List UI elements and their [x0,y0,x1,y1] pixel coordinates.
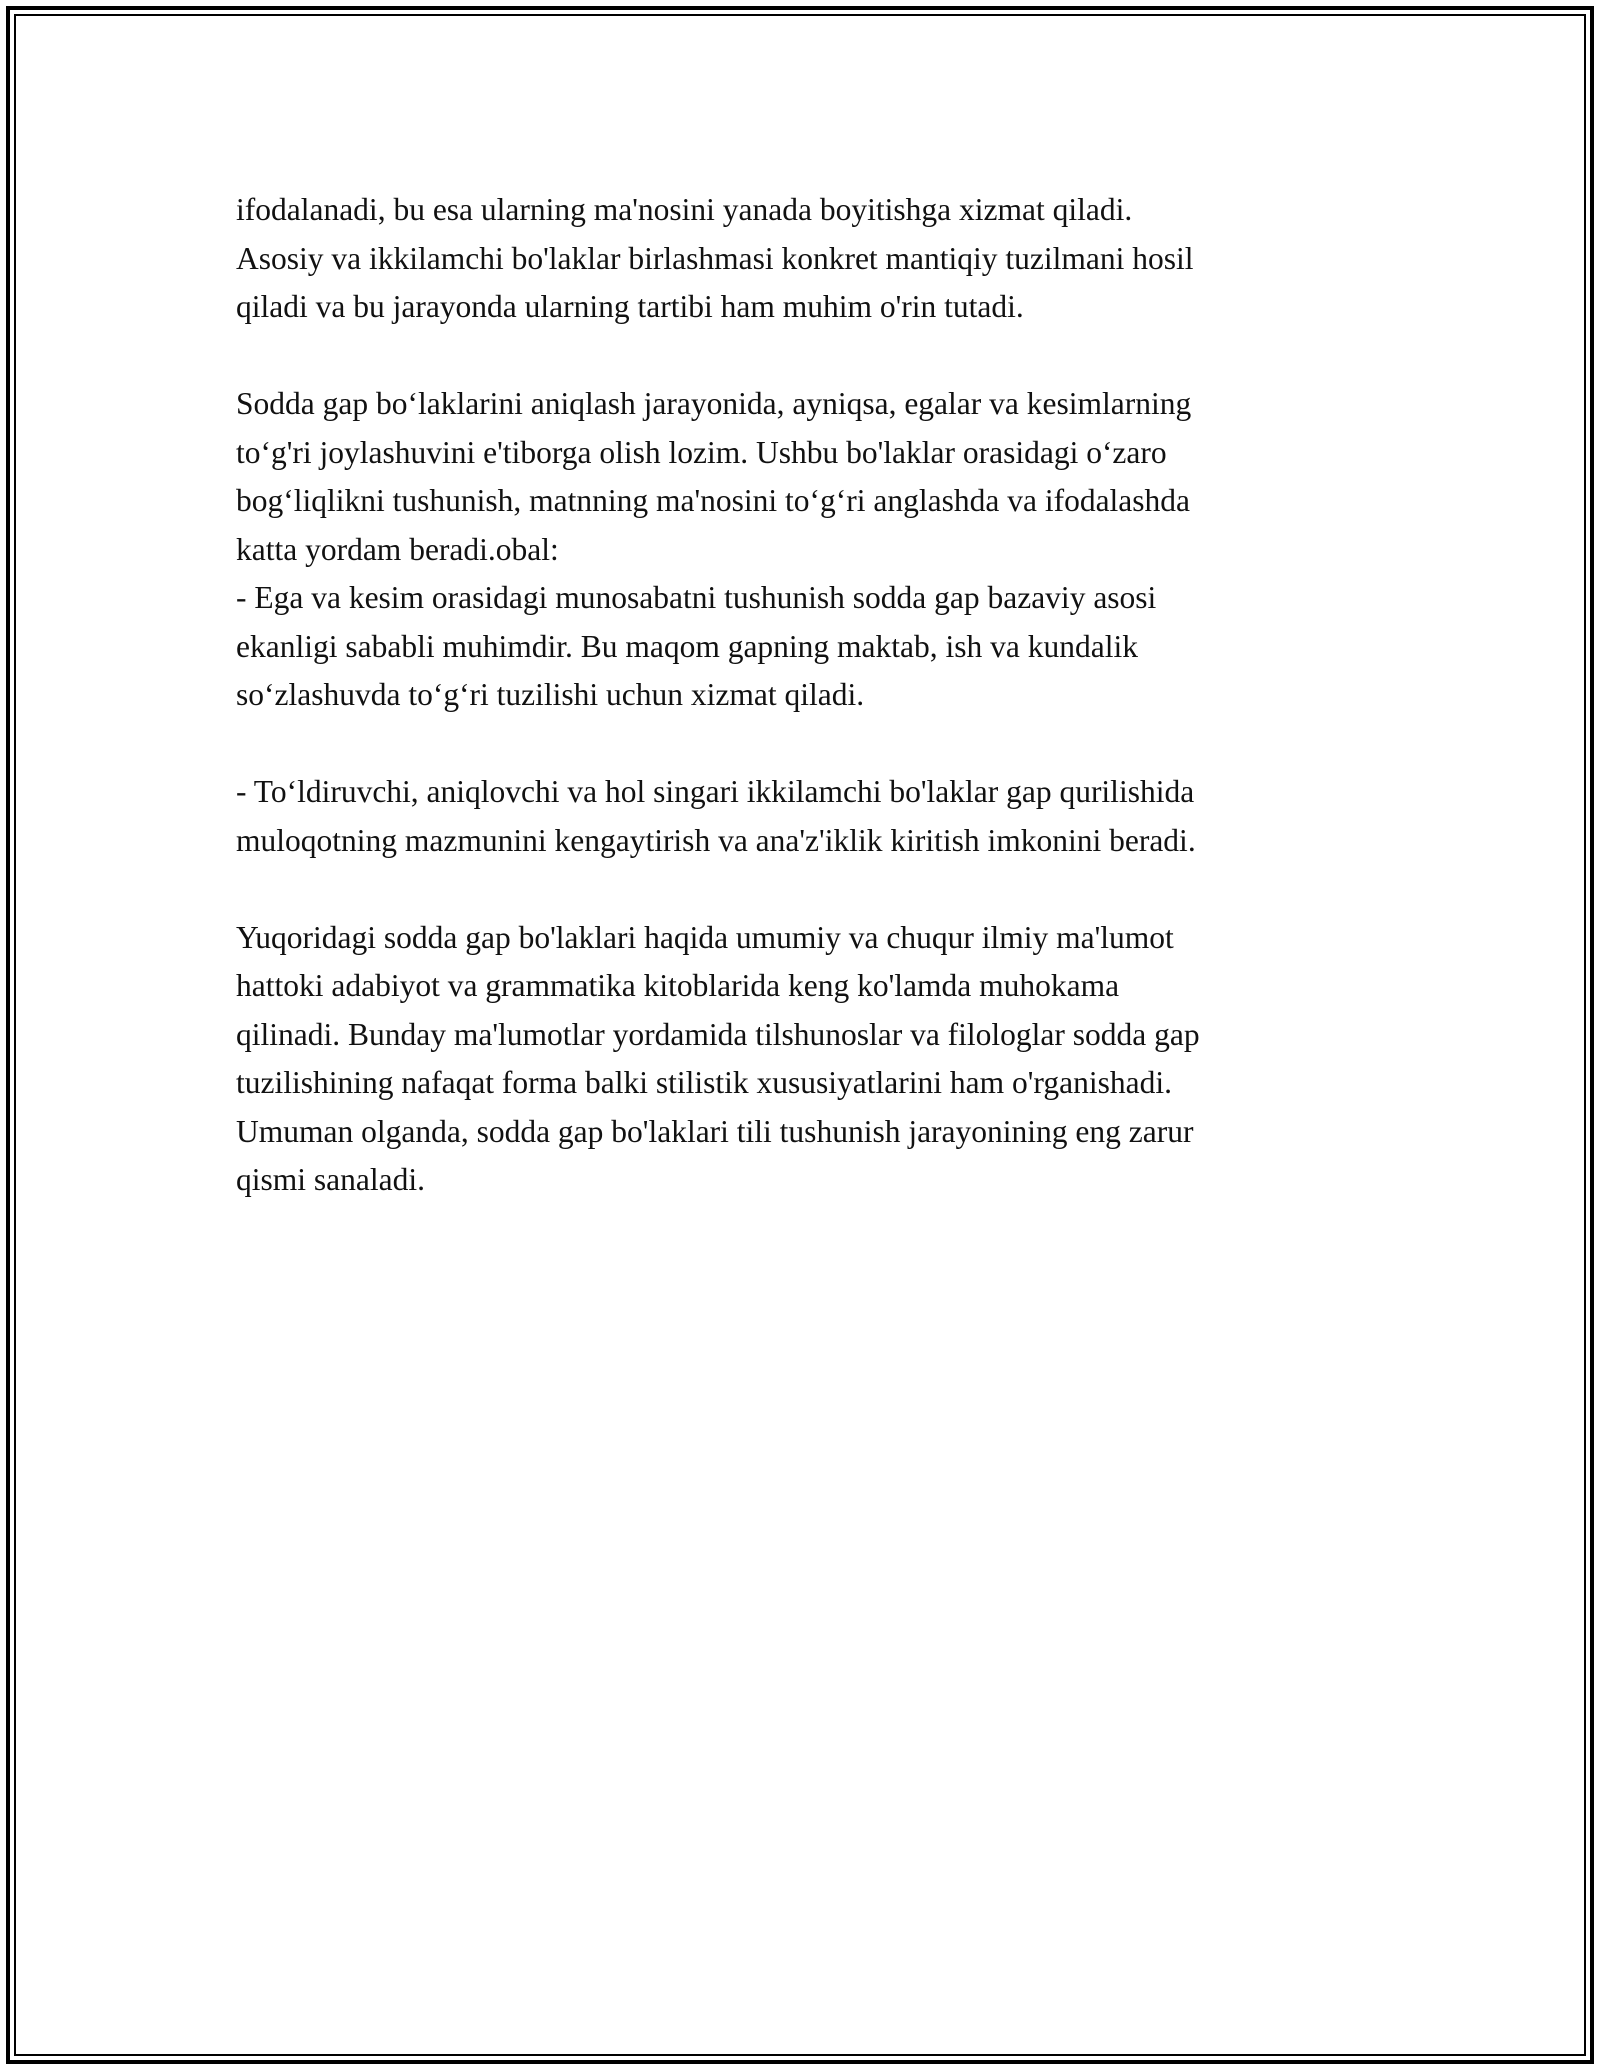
text-line: - To‘ldiruvchi, aniqlovchi va hol singari ikkilamchi bo'laklar gap qurilishida [236,774,1195,809]
text-line: ifodalanadi, bu esa ularning ma'nosini yanada boyitishga xizmat qiladi. [236,192,1133,227]
paragraph-spacer [236,865,1386,914]
page-body [236,186,1386,1205]
text-line: so‘zlashuvda to‘g‘ri tuzilishi uchun xizmat qiladi. [236,677,865,712]
text-line: - Ega va kesim orasidagi munosabatni tushunish sodda gap bazaviy asosi [236,580,1157,615]
text-line: Sodda gap bo‘laklarini aniqlash jarayonida, ayniqsa, egalar va kesimlarning [236,386,1192,421]
text-line: hattoki adabiyot va grammatika kitoblarida keng ko'lamda muhokama [236,968,1120,1003]
paragraph-spacer [236,332,1386,381]
paragraph-1 [236,186,1386,332]
text-line: Umuman olganda, sodda gap bo'laklari tili tushunish jarayonining eng zarur [236,1113,1194,1149]
text-line: to‘g'ri joylashuvini e'tiborga olish lozim. Ushbu bo'laklar orasidagi o‘zaro [236,434,1167,470]
text-line: muloqotning mazmunini kengaytirish va ana'z'iklik kiritish imkonini beradi. [236,822,1196,858]
paragraph-4 [236,914,1386,1205]
text-line: ekanligi sababli muhimdir. Bu maqom gapning maktab, ish va kundalik [236,628,1138,664]
text-line: qismi sanaladi. [236,1162,425,1197]
text-line: tuzilishining nafaqat forma balki stilistik xususiyatlarini ham o'rganishadi. [236,1065,1172,1100]
text-line: qilinadi. Bunday ma'lumotlar yordamida tilshunoslar va filologlar sodda gap [236,1016,1200,1052]
text-line: bog‘liqlikni tushunish, matnning ma'nosini to‘g‘ri anglashda va ifodalashda [236,483,1191,518]
text-line: Yuqoridagi sodda gap bo'laklari haqida umumiy va chuqur ilmiy ma'lumot [236,919,1174,955]
text-line: qiladi va bu jarayonda ularning tartibi ham muhim o'rin tutadi. [236,289,1024,324]
paragraph-2 [236,380,1386,720]
paragraph-3 [236,768,1386,865]
paragraph-spacer [236,720,1386,769]
text-line: Asosiy va ikkilamchi bo'laklar birlashmasi konkret mantiqiy tuzilmani hosil [236,240,1194,276]
text-line: katta yordam beradi.obal: [236,531,559,567]
